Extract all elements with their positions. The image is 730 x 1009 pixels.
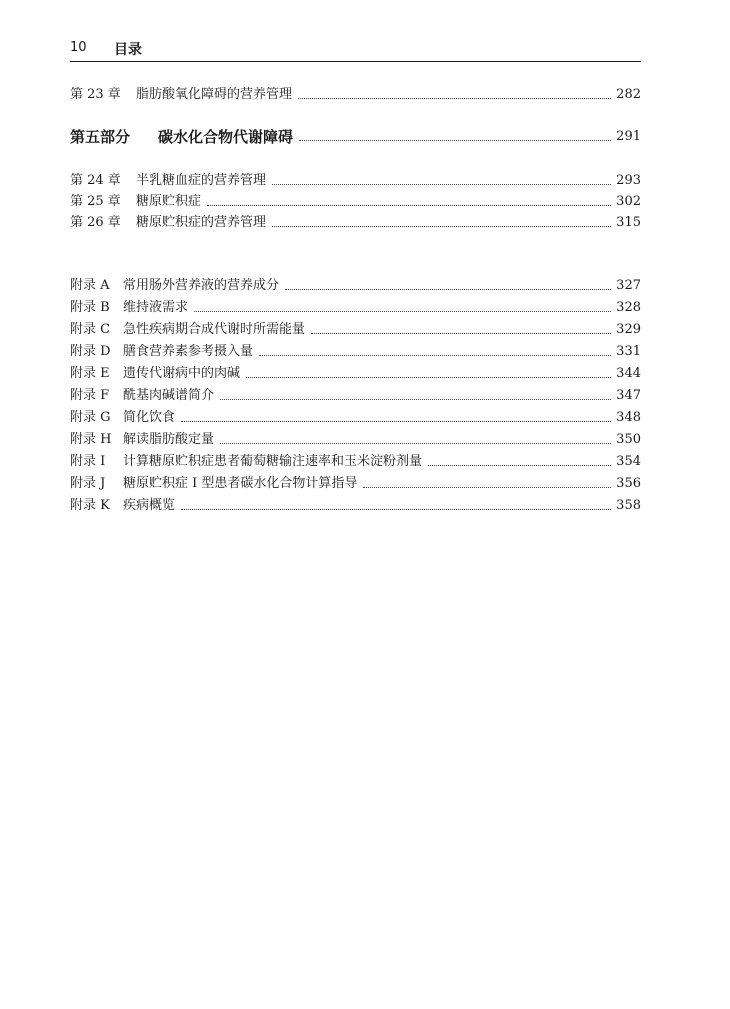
entry-title: 酰基肉碱谱简介 [123,388,215,403]
dot-leader [428,465,611,466]
entry-page: 329 [616,322,641,337]
entry-number: 第 23 章 [70,87,121,102]
entry-title: 疾病概览 [123,498,176,513]
toc-entry-appendix-d[interactable] [70,339,641,361]
entry-number: 附录 G [70,410,111,425]
entry-title: 维持液需求 [123,300,189,315]
entry-title: 遗传代谢病中的肉碱 [123,366,241,381]
entry-title: 解读脂肪酸定量 [123,432,215,447]
toc-entry-appendix-i[interactable] [70,449,641,471]
entry-title: 简化饮食 [123,410,176,425]
toc-entry-chapter-23[interactable] [70,82,641,104]
dot-leader [272,226,611,227]
page-number: 10 [70,40,87,55]
entry-title: 糖原贮积症 [136,194,202,209]
entry-number: 第 24 章 [70,173,121,188]
entry-number: 附录 F [70,388,110,403]
entry-page: 356 [616,476,641,491]
header-rule [70,61,641,62]
toc-entry-appendix-e[interactable] [70,361,641,383]
entry-title: 计算糖原贮积症患者葡萄糖输注速率和玉米淀粉剂量 [123,454,423,469]
toc-entry-appendix-b[interactable] [70,295,641,317]
entry-title: 膳食营养素参考摄入量 [123,344,254,359]
entry-page: 347 [616,388,641,403]
toc-entry-appendix-k[interactable] [70,493,641,515]
toc-entry-appendix-c[interactable] [70,317,641,339]
entry-page: 293 [616,173,641,188]
toc-entry-appendix-f[interactable] [70,383,641,405]
entry-number: 附录 I [70,454,106,469]
entry-page: 348 [616,410,641,425]
entry-number: 附录 H [70,432,112,447]
entry-page: 328 [616,300,641,315]
entry-number: 附录 B [70,300,110,315]
toc-entry-appendix-j[interactable] [70,471,641,493]
entry-page: 302 [616,194,641,209]
dot-leader [246,377,611,378]
dot-leader [181,509,611,510]
entry-number: 附录 C [70,322,111,337]
toc-entry-appendix-a[interactable] [70,273,641,295]
entry-title: 常用肠外营养液的营养成分 [123,278,280,293]
dot-leader [207,205,611,206]
toc-entry-chapter-25[interactable] [70,189,641,211]
entry-number: 第 25 章 [70,194,121,209]
entry-page: 327 [616,278,641,293]
dot-leader [311,333,611,334]
dot-leader [299,140,611,141]
entry-number: 附录 A [70,278,110,293]
dot-leader [220,443,611,444]
dot-leader [272,184,611,185]
dot-leader [363,487,611,488]
toc-entry-part-5[interactable] [70,124,641,146]
entry-title: 糖原贮积症的营养管理 [136,215,267,230]
entry-number: 第 26 章 [70,215,121,230]
entry-page: 315 [616,215,641,230]
entry-page: 331 [616,344,641,359]
toc-entry-appendix-g[interactable] [70,405,641,427]
dot-leader [181,421,611,422]
entry-title: 急性疾病期合成代谢时所需能量 [123,322,306,337]
entry-title: 半乳糖血症的营养管理 [136,173,267,188]
dot-leader [285,289,611,290]
entry-page: 354 [616,454,641,469]
toc-entry-chapter-26[interactable] [70,210,641,232]
running-title: 目录 [114,42,142,58]
part-title: 碳水化合物代谢障碍 [158,128,294,146]
entry-page: 358 [616,498,641,513]
dot-leader [259,355,611,356]
entry-title: 糖原贮积症 I 型患者碳水化合物计算指导 [123,476,358,491]
dot-leader [298,98,611,99]
dot-leader [220,399,611,400]
entry-page: 344 [616,366,641,381]
entry-page: 291 [616,129,641,144]
entry-number: 附录 J [70,476,106,491]
running-header [70,38,641,60]
toc-entry-chapter-24[interactable] [70,168,641,190]
entry-page: 282 [616,87,641,102]
part-number: 第五部分 [70,128,131,146]
entry-number: 附录 K [70,498,110,513]
entry-page: 350 [616,432,641,447]
entry-number: 附录 E [70,366,110,381]
toc-entry-appendix-h[interactable] [70,427,641,449]
entry-number: 附录 D [70,344,111,359]
dot-leader [194,311,611,312]
entry-title: 脂肪酸氧化障碍的营养管理 [136,87,293,102]
